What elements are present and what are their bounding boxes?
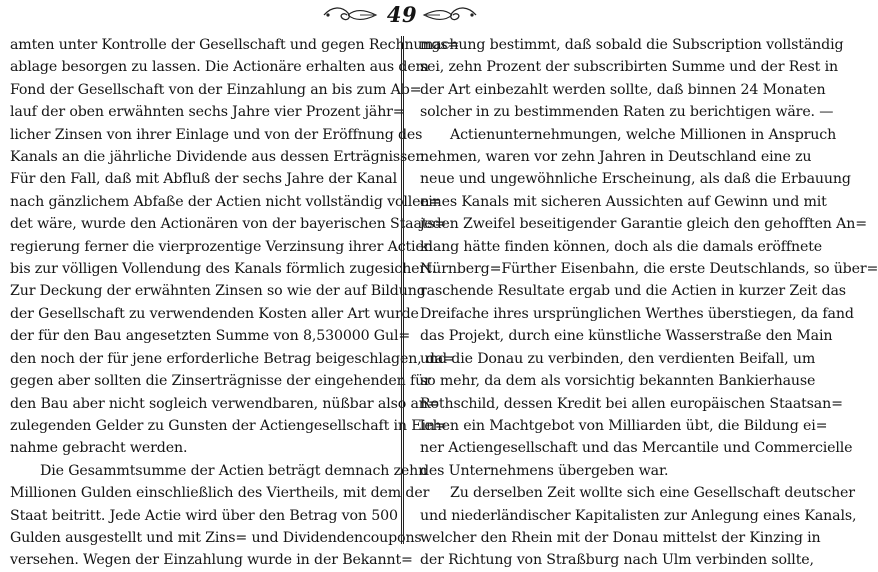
text-line: licher Zinsen von ihrer Einlage und von der Eröffnung des [10,126,423,143]
text-line: raschende Resultate ergab und die Actien in kurzer Zeit das [420,283,846,300]
text-line: nehmen, waren vor zehn Jahren in Deutschland eine zu [420,149,812,166]
text-line: Die Gesammtsumme der Actien beträgt demnach zehn [40,462,428,479]
ornament-flourish-right-icon [422,4,478,26]
page-number: 49 [386,2,418,27]
text-line: lauf der oben erwähnten sechs Jahre vier Prozent jähr= [10,104,405,121]
text-line: Dreifache ihres ursprünglichen Werthes überstiegen, da fand [420,305,854,322]
text-line: und die Donau zu verbinden, den verdienten Beifall, um [420,350,816,367]
left-text-column [10,34,460,572]
text-line: Zur Deckung der erwähnten Zinsen so wie der auf Bildung [10,283,426,300]
text-line: den noch der für jene erforderliche Betrag beigeschlagen, da= [10,350,455,367]
text-line: der Richtung von Straßburg nach Ulm verbinden sollte, [420,552,814,569]
text-line: det wäre, wurde den Actionären von der bayerischen Staats= [10,216,447,233]
text-line: so mehr, da dem als vorsichtig bekannten Bankierhause [420,373,816,390]
text-line: nach gänzlichem Abfaße der Actien nicht vollständig vollen= [10,193,442,210]
text-line: gegen aber sollten die Zinserträgnisse der eingehenden für [10,373,431,390]
text-line: solcher in zu bestimmenden Raten zu berichtigen wäre. — [420,104,834,121]
text-line: jeden Zweifel beseitigender Garantie gleich den gehofften An= [420,216,867,233]
text-line: ner Actiengesellschaft und das Mercantile und Commercielle [420,440,853,457]
text-line: Fond der Gesellschaft von der Einzahlung an bis zum Ab= [10,81,422,98]
ornament-flourish-left-icon [322,4,378,26]
text-line: Staat beitritt. Jede Actie wird über den Betrag von 500 [10,507,398,524]
text-line: lehen ein Machtgebot von Milliarden übt, die Bildung ei= [420,417,828,434]
text-line: nahme gebracht werden. [10,440,188,457]
text-line: der Gesellschaft zu verwendenden Kosten aller Art wurde [10,305,419,322]
text-line: das Projekt, durch eine künstliche Wasserstraße den Main [420,328,833,345]
text-line: Actienunternehmungen, welche Millionen in Anspruch [450,126,837,143]
text-line: versehen. Wegen der Einzahlung wurde in der Bekannt= [10,552,413,569]
text-line: neue und ungewöhnliche Erscheinung, als daß die Erbauung [420,171,851,188]
text-line: Kanals an die jährliche Dividende aus dessen Erträgnissen. [10,149,429,166]
page-header [0,2,800,32]
text-line: Rothschild, dessen Kredit bei allen europäischen Staatsan= [420,395,843,412]
text-line: der Art einbezahlt werden sollte, daß binnen 24 Monaten [420,81,826,98]
right-text-column [420,34,878,572]
text-line: eines Kanals mit sicheren Aussichten auf Gewinn und mit [420,193,827,210]
text-line: Millionen Gulden einschließlich des Viertheils, mit dem der [10,485,430,502]
text-line: ablage besorgen zu lassen. Die Actionäre erhalten aus dem [10,59,429,76]
text-line: Gulden ausgestellt und mit Zins= und Dividendencoupons [10,529,422,546]
text-line: welcher den Rhein mit der Donau mittelst der Kinzing in [420,529,821,546]
text-line: regierung ferner die vierprozentige Verzinsung ihrer Actien [10,238,433,255]
text-line: Nürnberg=Fürther Eisenbahn, die erste Deutschlands, so über= [420,261,878,278]
text-line: machung bestimmt, daß sobald die Subscription vollständig [420,37,844,53]
text-line: der für den Bau angesetzten Summe von 8,530000 Gul= [10,328,411,345]
text-line: und niederländischer Kapitalisten zur Anlegung eines Kanals, [420,507,857,524]
column-divider [401,36,404,544]
text-line: zulegenden Gelder zu Gunsten der Actiengesellschaft in Ein= [10,417,447,434]
text-line: amten unter Kontrolle der Gesellschaft und gegen Rechnungs= [10,37,460,53]
text-line: Für den Fall, daß mit Abfluß der sechs Jahre der Kanal [10,171,397,188]
text-line: den Bau aber nicht sogleich verwendbaren, nüßbar also an= [10,395,440,412]
text-line: sei, zehn Prozent der subscribirten Summe und der Rest in [420,59,838,76]
text-line: Zu derselben Zeit wollte sich eine Gesellschaft deutscher [450,485,855,502]
text-line: des Unternehmens übergeben war. [420,462,669,479]
text-line: bis zur völligen Vollendung des Kanals förmlich zugesichert. [10,261,436,278]
text-line: klang hätte finden können, doch als die damals eröffnete [420,238,823,255]
